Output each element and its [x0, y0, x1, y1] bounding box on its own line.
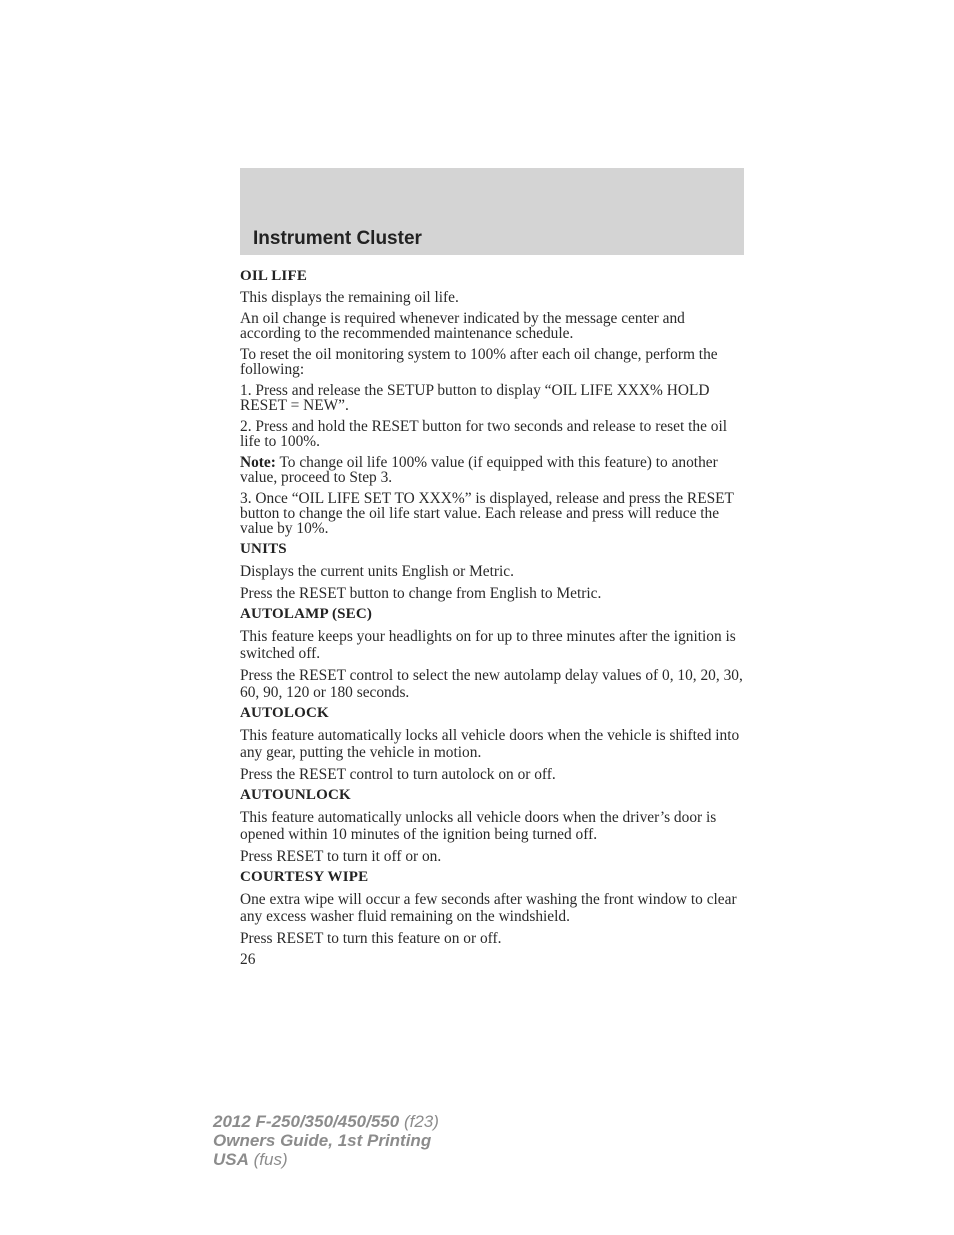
autounlock-paragraph-2: Press RESET to turn it off or on. [240, 848, 442, 865]
heading-oil-life: OIL LIFE [240, 268, 308, 284]
note-text: To change oil life 100% value (if equipped with this feature) to another value, proceed to Step 3. [240, 454, 718, 486]
page-content [240, 266, 744, 973]
oil-life-step-1: 1. Press and release the SETUP button to display “OIL LIFE XXX% HOLD RESET = NEW”. [240, 382, 710, 414]
note-label: Note: [240, 454, 276, 471]
footer-market-code: (fus) [248, 1150, 288, 1169]
oil-life-paragraph-1: This displays the remaining oil life. [240, 289, 459, 306]
courtesy-wipe-paragraph-2: Press RESET to turn this feature on or off. [240, 930, 502, 947]
oil-life-paragraph-3: To reset the oil monitoring system to 100% after each oil change, perform the following: [240, 346, 718, 378]
oil-life-paragraph-2: An oil change is required whenever indicated by the message center and according to the recommended maintenance schedule. [240, 310, 685, 342]
units-paragraph-1: Displays the current units English or Metric. [240, 563, 514, 580]
heading-units: UNITS [240, 541, 287, 557]
footer-model-code: (f23) [399, 1112, 439, 1131]
courtesy-wipe-paragraph-1: One extra wipe will occur a few seconds after washing the front window to clear any excess washer fluid remaining on the windshield. [240, 891, 737, 925]
oil-life-note [240, 455, 744, 485]
heading-autolamp: AUTOLAMP (SEC) [240, 606, 373, 622]
autolock-paragraph-1: This feature automatically locks all vehicle doors when the vehicle is shifted into any gear, putting the vehicle in motion. [240, 727, 740, 761]
footer-line-market [213, 1150, 439, 1169]
footer-model: 2012 F-250/350/450/550 [213, 1112, 400, 1131]
heading-autolock: AUTOLOCK [240, 705, 329, 721]
page-number: 26 [240, 951, 256, 968]
heading-autounlock: AUTOUNLOCK [240, 787, 351, 803]
section-title: Instrument Cluster [253, 228, 422, 249]
footer-line-model [213, 1112, 439, 1131]
document-footer [213, 1112, 439, 1169]
autounlock-paragraph-1: This feature automatically unlocks all vehicle doors when the driver’s door is opened within 10 minutes of the ignition being turned off. [240, 809, 717, 843]
autolamp-paragraph-2: Press the RESET control to select the new autolamp delay values of 0, 10, 20, 30, 60, 90, 120 or 180 seconds. [240, 667, 743, 701]
heading-courtesy-wipe: COURTESY WIPE [240, 869, 369, 885]
autolamp-paragraph-1: This feature keeps your headlights on for up to three minutes after the ignition is switched off. [240, 628, 736, 662]
autolock-paragraph-2: Press the RESET control to turn autolock on or off. [240, 766, 556, 783]
oil-life-step-3: 3. Once “OIL LIFE SET TO XXX%” is displayed, release and press the RESET button to change the oil life start value. Each release and press will reduce the value by 10%. [240, 490, 734, 537]
footer-line-guide: Owners Guide, 1st Printing [213, 1131, 432, 1150]
footer-market: USA [213, 1150, 249, 1169]
section-header-band [240, 168, 744, 255]
units-paragraph-2: Press the RESET button to change from English to Metric. [240, 585, 602, 602]
oil-life-step-2: 2. Press and hold the RESET button for two seconds and release to reset the oil life to 100%. [240, 418, 727, 450]
